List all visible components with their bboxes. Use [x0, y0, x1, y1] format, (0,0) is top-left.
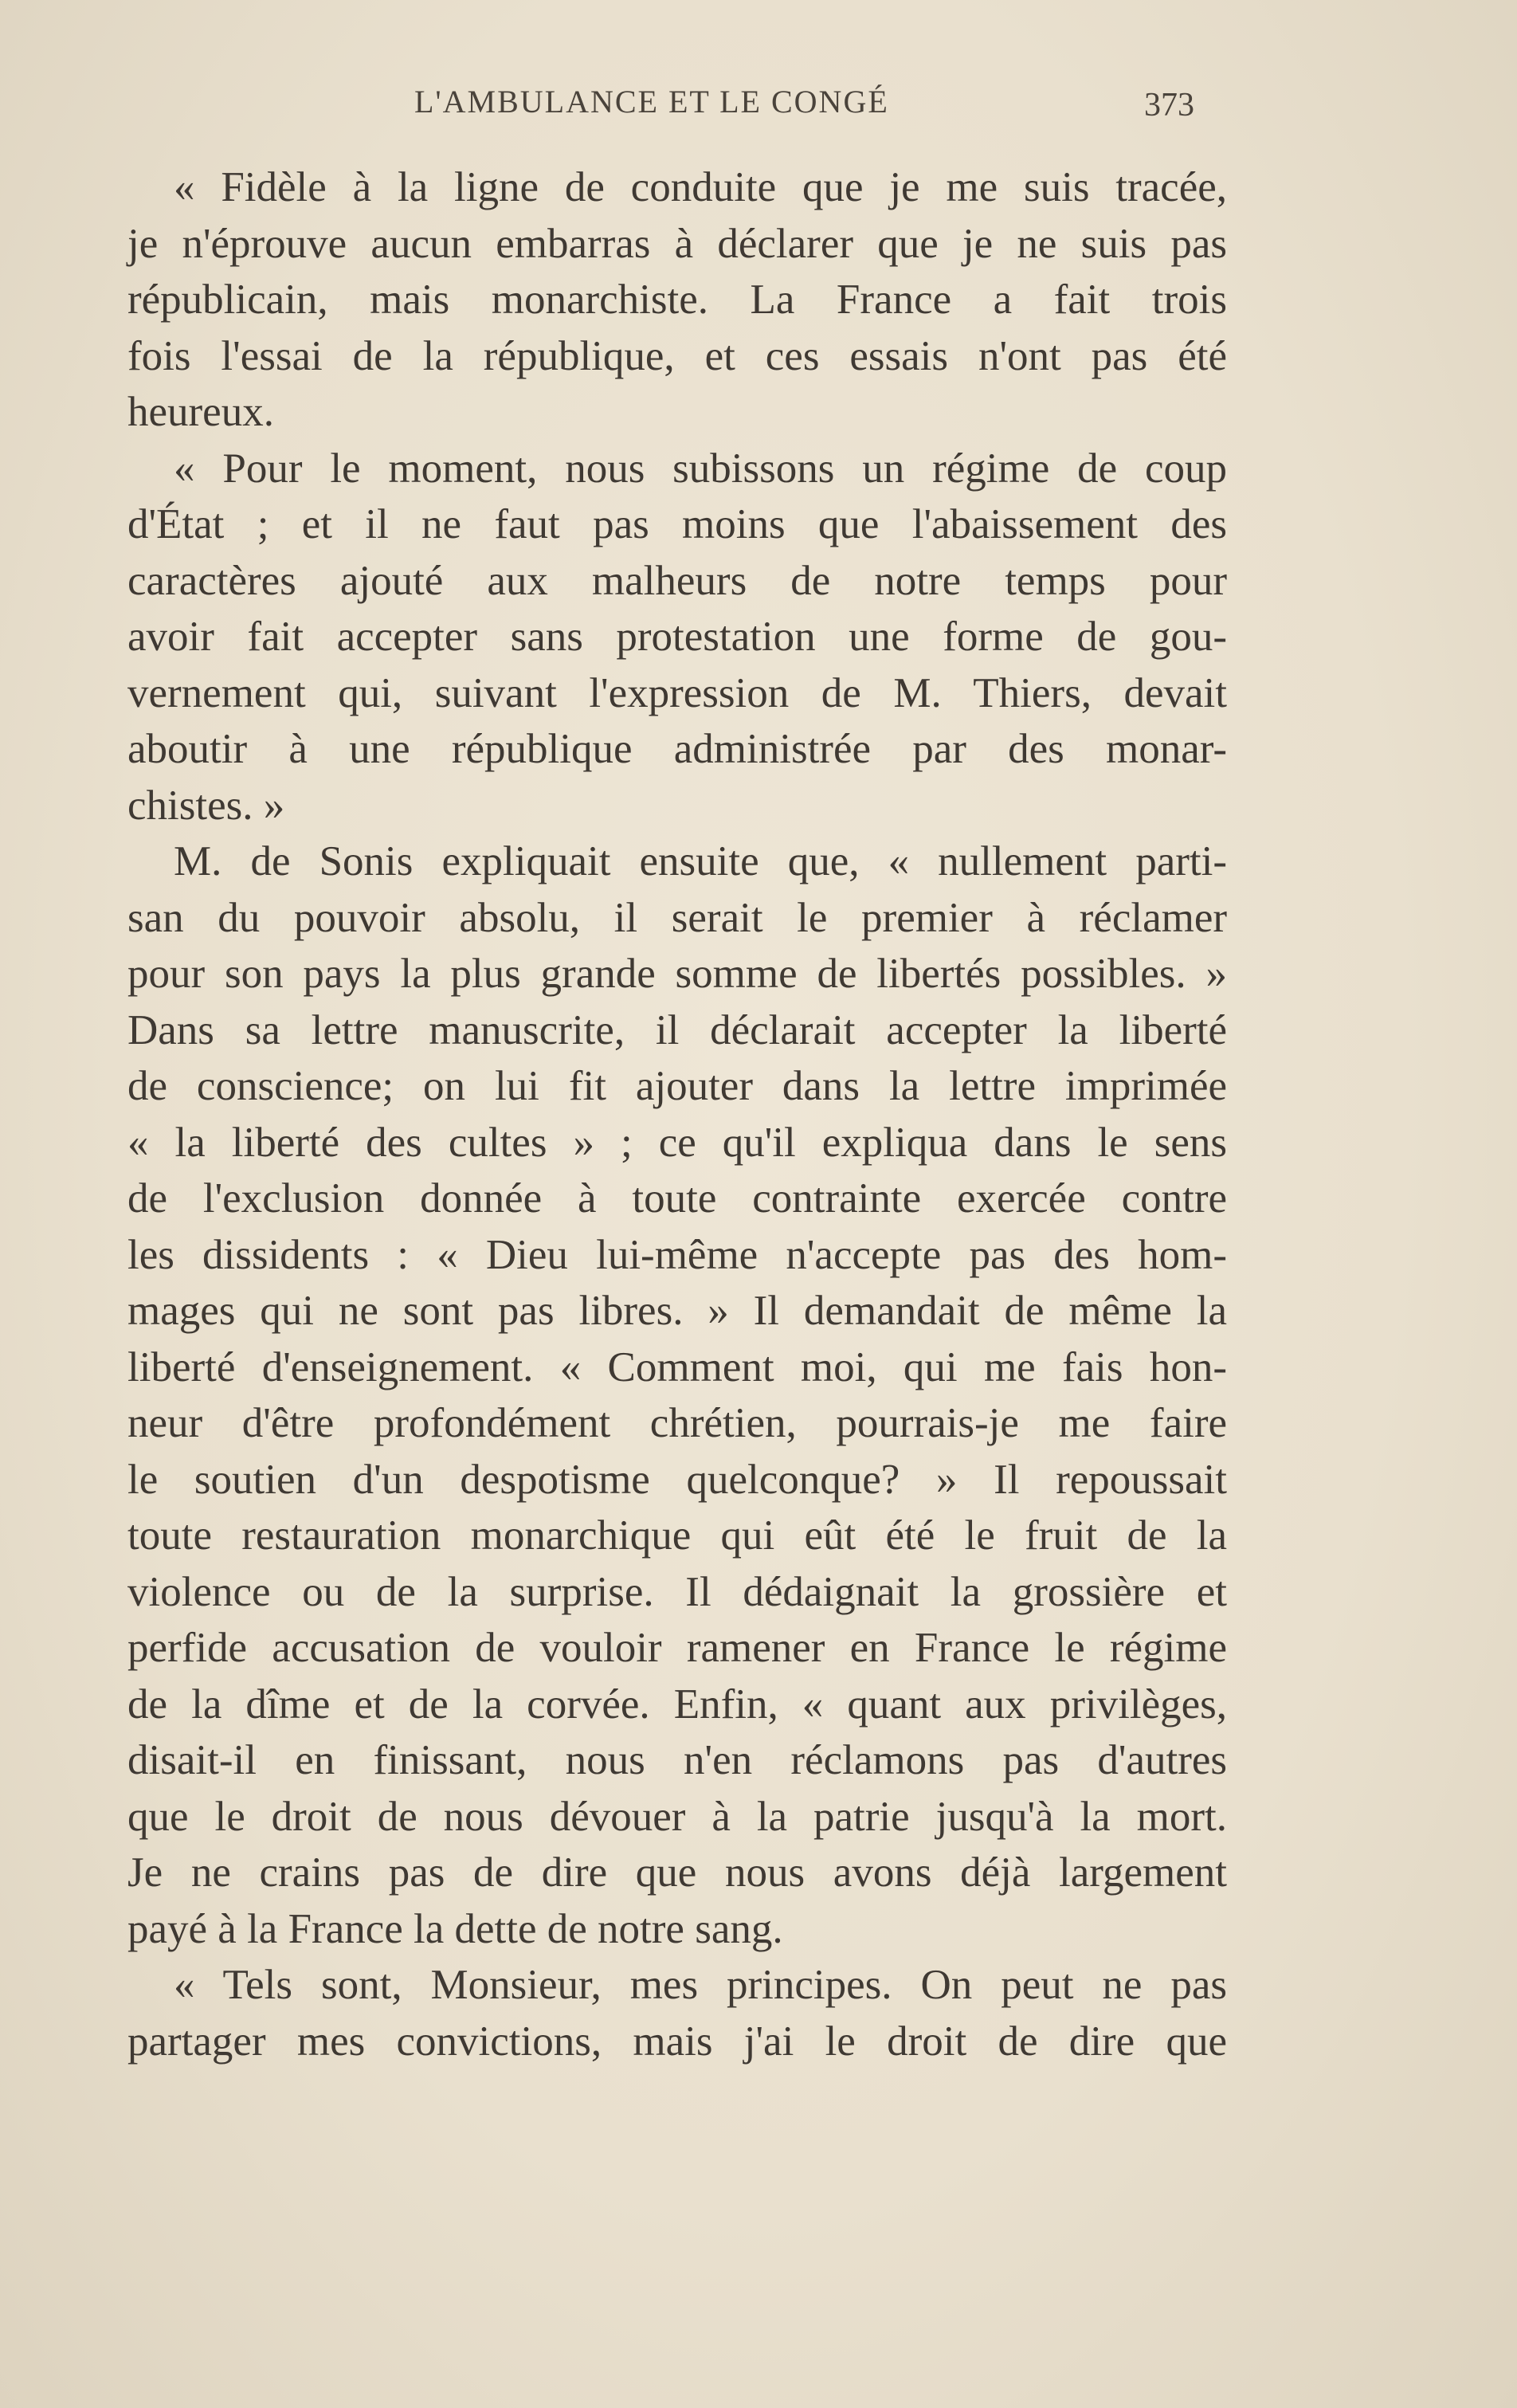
page-number: 373: [1144, 87, 1194, 124]
text-line: Dans sa lettre manuscrite, il déclarait accepter la liberté: [127, 1006, 1227, 1053]
text-line: M. de Sonis expliquait ensuite que, « nullement parti-: [174, 838, 1227, 884]
text-line: vernement qui, suivant l'expression de M. Thiers, devait: [127, 669, 1227, 716]
text-line: san du pouvoir absolu, il serait le premier à réclamer: [127, 894, 1227, 941]
text-line: républicain, mais monarchiste. La France a fait trois: [127, 276, 1227, 323]
text-line: d'État ; et il ne faut pas moins que l'abaissement des: [127, 501, 1227, 547]
text-line: fois l'essai de la république, et ces essais n'ont pas été: [127, 332, 1227, 379]
text-line: que le droit de nous dévouer à la patrie jusqu'à la mort.: [127, 1793, 1227, 1840]
text-line: payé à la France la dette de notre sang.: [127, 1905, 783, 1952]
text-line: de conscience; on lui fit ajouter dans la lettre imprimée: [127, 1063, 1227, 1109]
text-line: « la liberté des cultes » ; ce qu'il expliqua dans le sens: [127, 1119, 1227, 1166]
running-title: L'AMBULANCE ET LE CONGÉ: [414, 84, 889, 120]
page-header: [0, 83, 1517, 131]
text-line: chistes. »: [127, 782, 285, 829]
text-line: violence ou de la surprise. Il dédaignait la grossière et: [127, 1568, 1227, 1615]
text-line: les dissidents : « Dieu lui-même n'accepte pas des hom-: [127, 1231, 1227, 1278]
text-line: aboutir à une république administrée par des monar-: [127, 726, 1227, 772]
text-line: de l'exclusion donnée à toute contrainte exercée contre: [127, 1175, 1227, 1222]
text-line: caractères ajouté aux malheurs de notre temps pour: [127, 557, 1227, 604]
text-line: perfide accusation de vouloir ramener en France le régime: [127, 1625, 1227, 1671]
text-line: toute restauration monarchique qui eût été le fruit de la: [127, 1512, 1227, 1559]
body-text: [127, 159, 1227, 2069]
text-line: partager mes convictions, mais j'ai le droit de dire que: [127, 2018, 1227, 2065]
text-line: pour son pays la plus grande somme de libertés possibles. »: [127, 951, 1227, 997]
text-line: heureux.: [127, 389, 274, 435]
text-line: liberté d'enseignement. « Comment moi, qui me fais hon-: [127, 1343, 1227, 1390]
text-line: disait-il en finissant, nous n'en réclamons pas d'autres: [127, 1737, 1227, 1783]
text-line: « Pour le moment, nous subissons un régime de coup: [174, 445, 1227, 492]
text-line: neur d'être profondément chrétien, pourrais-je me faire: [127, 1400, 1227, 1446]
text-line: mages qui ne sont pas libres. » Il demandait de même la: [127, 1288, 1227, 1334]
text-line: je n'éprouve aucun embarras à déclarer que je ne suis pas: [127, 220, 1227, 267]
text-line: avoir fait accepter sans protestation une forme de gou-: [127, 614, 1227, 660]
text-line: le soutien d'un despotisme quelconque? » Il repoussait: [127, 1456, 1227, 1503]
text-line: Je ne crains pas de dire que nous avons déjà largement: [127, 1849, 1227, 1896]
text-line: « Tels sont, Monsieur, mes principes. On peut ne pas: [174, 1962, 1227, 2008]
text-line: de la dîme et de la corvée. Enfin, « quant aux privilèges,: [127, 1681, 1227, 1728]
text-line: « Fidèle à la ligne de conduite que je me suis tracée,: [174, 164, 1227, 210]
